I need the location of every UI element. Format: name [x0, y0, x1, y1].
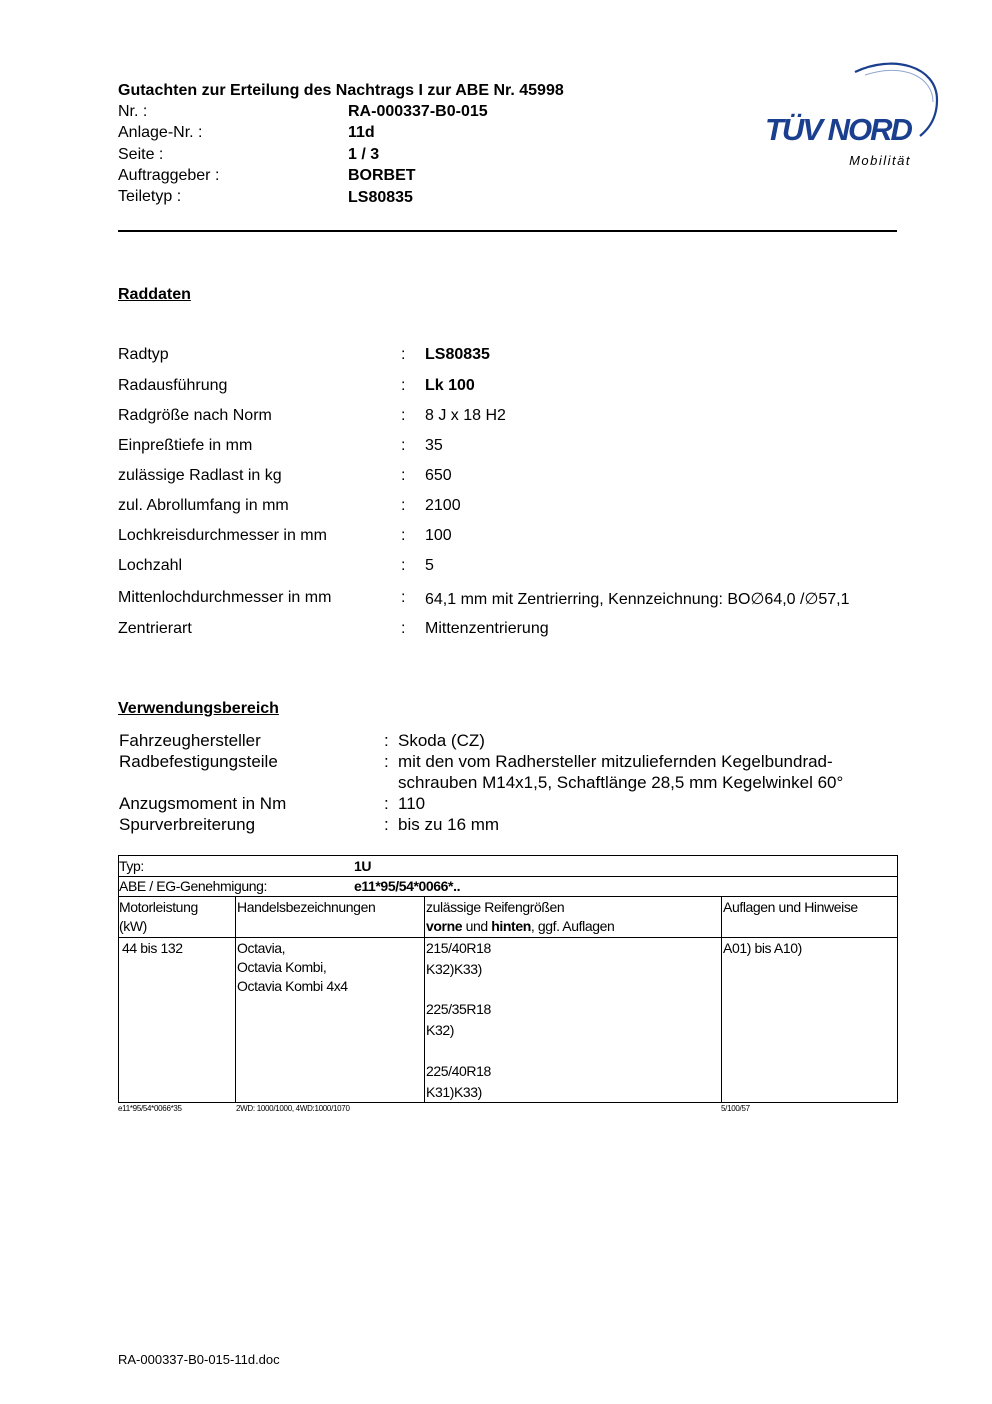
- header-label-teiletyp: Teiletyp :: [118, 188, 182, 205]
- cell-tire-codes: K32)K33): [426, 961, 482, 977]
- verwendung-value: mit den vom Radhersteller mitzuliefernden Kegelbundrad-: [398, 752, 833, 771]
- col-header-reifengroessen-sub: [426, 917, 614, 936]
- logo-sub-text: Mobilität: [849, 153, 911, 168]
- raddaten-label: Radausführung: [118, 377, 228, 394]
- document-title: Gutachten zur Erteilung des Nachtrags I zur ABE Nr. 45998: [118, 82, 564, 99]
- raddaten-label: Einpreßtiefe in mm: [118, 437, 253, 454]
- raddaten-label: Zentrierart: [118, 620, 192, 637]
- header-value-auftraggeber: BORBET: [348, 167, 416, 184]
- col-header-hinten: hinten: [491, 918, 531, 934]
- tuv-nord-logo: [765, 58, 945, 170]
- raddaten-value: 100: [425, 527, 452, 544]
- raddaten-value: 650: [425, 467, 452, 484]
- raddaten-colon: :: [401, 527, 406, 544]
- table-typ-value: 1U: [354, 858, 372, 874]
- cell-tire-size: 215/40R18: [426, 940, 491, 956]
- col-header-auflagen-suffix: , ggf. Auflagen: [530, 918, 615, 934]
- cell-name: Octavia,: [237, 940, 286, 956]
- verwendung-value: bis zu 16 mm: [398, 815, 500, 834]
- raddaten-label: Radtyp: [118, 346, 169, 363]
- verwendung-label: Fahrzeughersteller: [119, 731, 261, 750]
- cell-name: Octavia Kombi 4x4: [237, 978, 348, 994]
- col-header-motorleistung: Motorleistung: [119, 899, 198, 915]
- cell-tire-codes: K32): [426, 1022, 454, 1038]
- header-value-seite: 1 / 3: [348, 146, 380, 163]
- raddaten-value: Lk 100: [425, 377, 475, 394]
- verwendung-label: Anzugsmoment in Nm: [119, 794, 287, 813]
- raddaten-value: 35: [425, 437, 443, 454]
- header-label-anlage: Anlage-Nr. :: [118, 124, 203, 141]
- table-abe-value: e11*95/54*0066*..: [354, 878, 461, 894]
- vehicle-table: [118, 855, 898, 1103]
- col-header-reifengroessen: zulässige Reifengrößen: [426, 899, 565, 915]
- raddaten-label: zulässige Radlast in kg: [118, 467, 282, 484]
- col-header-vorne: vorne: [426, 918, 463, 934]
- col-header-motorleistung-unit: (kW): [119, 918, 147, 934]
- verwendung-colon: :: [384, 815, 389, 834]
- footer-filename: RA-000337-B0-015-11d.doc: [118, 1352, 280, 1367]
- raddaten-value: 8 J x 18 H2: [425, 407, 506, 424]
- raddaten-colon: :: [401, 407, 406, 424]
- header-value-teiletyp: LS80835: [348, 189, 413, 206]
- footnote-approval: e11*95/54*0066*35: [118, 1104, 182, 1113]
- table-abe-label: ABE / EG-Genehmigung:: [119, 878, 268, 894]
- raddaten-label: Lochzahl: [118, 557, 183, 574]
- header-label-nr: Nr. :: [118, 103, 148, 120]
- raddaten-label: Radgröße nach Norm: [118, 407, 272, 424]
- cell-motorleistung: 44 bis 132: [122, 940, 183, 956]
- raddaten-value: 64,1 mm mit Zentrierring, Kennzeichnung: BO∅64,0 /∅57,1: [425, 591, 850, 608]
- raddaten-colon: :: [401, 620, 406, 637]
- raddaten-colon: :: [401, 497, 406, 514]
- header-value-nr: RA-000337-B0-015: [348, 103, 488, 120]
- cell-auflagen: A01) bis A10): [723, 940, 802, 956]
- raddaten-colon: :: [401, 589, 406, 606]
- raddaten-colon: :: [401, 377, 406, 394]
- raddaten-value: 2100: [425, 497, 461, 514]
- header-divider: [118, 230, 897, 232]
- cell-tire-size: 225/40R18: [426, 1063, 491, 1079]
- logo-brand-text: TÜV NORD: [765, 112, 911, 147]
- raddaten-colon: :: [401, 467, 406, 484]
- raddaten-value: 5: [425, 557, 434, 574]
- verwendung-colon: :: [384, 731, 389, 750]
- raddaten-colon: :: [401, 557, 406, 574]
- verwendung-value: Skoda (CZ): [398, 731, 485, 750]
- section-heading-raddaten: Raddaten: [118, 286, 191, 303]
- raddaten-value: LS80835: [425, 346, 490, 363]
- section-heading-verwendungsbereich: Verwendungsbereich: [118, 700, 279, 717]
- col-header-auflagen: Auflagen und Hinweise: [723, 899, 858, 915]
- col-header-handelsbezeichnungen: Handelsbezeichnungen: [237, 899, 376, 915]
- raddaten-value: Mittenzentrierung: [425, 620, 549, 637]
- header-label-seite: Seite :: [118, 146, 164, 163]
- raddaten-colon: :: [401, 346, 406, 363]
- cell-name: Octavia Kombi,: [237, 959, 327, 975]
- verwendung-value: 110: [398, 794, 426, 813]
- raddaten-colon: :: [401, 437, 406, 454]
- col-header-und: und: [462, 918, 492, 934]
- verwendung-label: Spurverbreiterung: [119, 815, 256, 834]
- cell-tire-codes: K31)K33): [426, 1084, 482, 1100]
- header-label-auftraggeber: Auftraggeber :: [118, 167, 220, 184]
- cell-tire-size: 225/35R18: [426, 1001, 491, 1017]
- raddaten-label: zul. Abrollumfang in mm: [118, 497, 289, 514]
- table-typ-label: Typ:: [119, 858, 144, 874]
- header-value-anlage: 11d: [348, 124, 375, 141]
- verwendung-colon: :: [384, 794, 389, 813]
- verwendung-label: Radbefestigungsteile: [119, 752, 278, 771]
- footnote-axle: 2WD: 1000/1000, 4WD:1000/1070: [236, 1104, 350, 1113]
- verwendung-colon: :: [384, 752, 389, 771]
- verwendung-value-continuation: schrauben M14x1,5, Schaftlänge 28,5 mm Kegelwinkel 60°: [398, 773, 844, 792]
- raddaten-label: Mittenlochdurchmesser in mm: [118, 589, 332, 606]
- raddaten-label: Lochkreisdurchmesser in mm: [118, 527, 327, 544]
- footnote-code: 5/100/57: [721, 1104, 750, 1113]
